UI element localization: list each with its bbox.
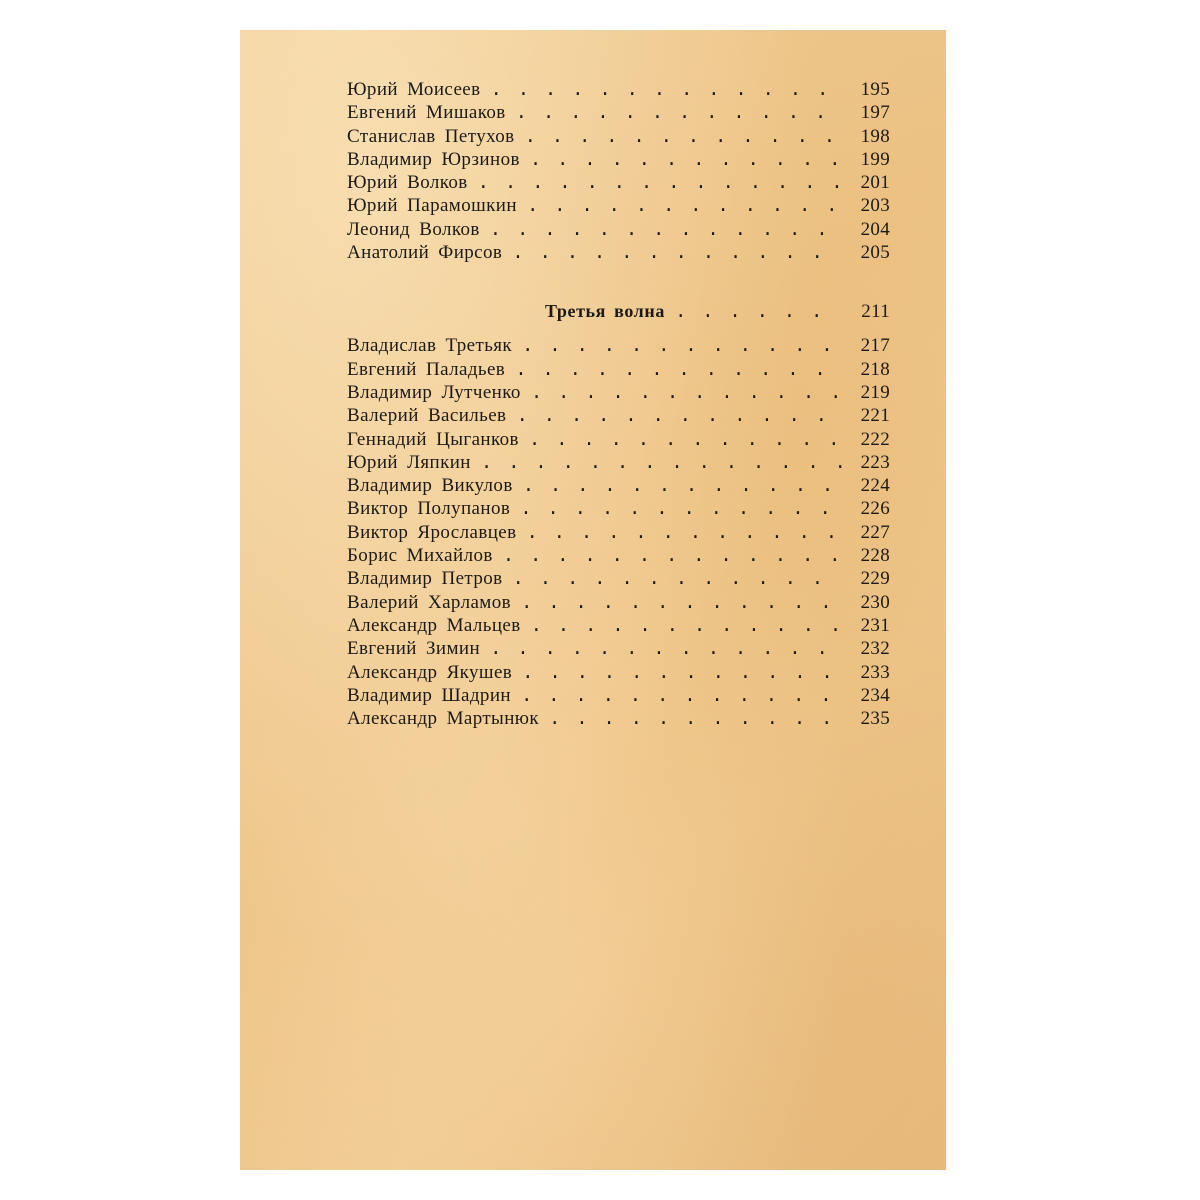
dot-leader	[481, 452, 842, 475]
dot-leader	[520, 498, 842, 521]
dot-leader	[491, 79, 842, 102]
dot-leader	[515, 359, 842, 382]
entry-name: Евгений Зимин	[347, 638, 481, 660]
toc-entry	[347, 567, 890, 590]
entry-page: 199	[860, 148, 890, 170]
dot-leader	[529, 429, 842, 452]
dot-leader	[490, 219, 842, 242]
entry-page: 222	[860, 428, 890, 450]
dot-leader	[525, 126, 842, 149]
toc-entry	[347, 194, 890, 217]
dot-leader	[526, 522, 842, 545]
dot-leader	[521, 685, 842, 708]
entry-page: 221	[860, 405, 890, 427]
entry-page: 204	[860, 218, 890, 240]
dot-leader	[478, 172, 842, 195]
toc-entry	[347, 544, 890, 567]
entry-name: Владимир Шадрин	[347, 684, 511, 706]
section-title: Третья волна	[545, 301, 665, 322]
entry-page: 218	[860, 358, 890, 380]
toc-entry	[347, 125, 890, 148]
entry-name: Владимир Юрзинов	[347, 148, 520, 170]
toc-entry	[347, 474, 890, 497]
toc-entry	[347, 451, 890, 474]
entry-page: 197	[860, 102, 890, 124]
entry-name: Владимир Петров	[347, 568, 503, 590]
entry-name: Анатолий Фирсов	[347, 242, 503, 264]
dot-leader	[522, 662, 842, 685]
entry-page: 198	[860, 125, 890, 147]
toc-entry	[347, 241, 890, 264]
entry-page: 201	[860, 172, 890, 194]
entry-page: 231	[860, 614, 890, 636]
toc-entry	[347, 101, 890, 124]
entry-name: Евгений Мишаков	[347, 102, 506, 124]
book-page	[240, 30, 946, 1170]
entry-page: 233	[860, 661, 890, 683]
entry-page: 230	[860, 591, 890, 613]
entry-name: Евгений Паладьев	[347, 358, 506, 380]
toc-entry	[347, 334, 890, 357]
entry-name: Владислав Третьяк	[347, 335, 513, 357]
entry-page: 224	[860, 475, 890, 497]
toc-entry	[347, 661, 890, 684]
dot-leader	[522, 335, 842, 358]
toc-entry	[347, 148, 890, 171]
toc-entry	[347, 497, 890, 520]
entry-name: Юрий Парамошкин	[347, 195, 517, 217]
entry-name: Валерий Харламов	[347, 591, 511, 613]
first-entry-list	[347, 78, 890, 264]
entry-page: 223	[860, 451, 890, 473]
dot-leader	[531, 615, 842, 638]
entry-page: 232	[860, 638, 890, 660]
entry-page: 234	[860, 684, 890, 706]
toc-entry	[347, 521, 890, 544]
dot-leader	[516, 102, 842, 125]
entry-page: 195	[860, 79, 890, 100]
dot-leader	[527, 195, 842, 218]
entry-name: Юрий Волков	[347, 172, 468, 194]
toc-entry	[347, 614, 890, 637]
entry-page: 226	[860, 498, 890, 520]
dot-leader	[523, 475, 842, 498]
dot-leader	[490, 638, 842, 661]
toc-entry	[347, 404, 890, 427]
entry-name: Александр Мальцев	[347, 614, 521, 636]
entry-name: Юрий Ляпкин	[347, 451, 471, 473]
entry-page: 219	[860, 381, 890, 403]
entry-name: Валерий Васильев	[347, 405, 507, 427]
entry-page: 217	[860, 335, 890, 357]
entry-name: Виктор Ярославцев	[347, 521, 517, 543]
section-spacer	[347, 264, 890, 298]
entry-name: Геннадий Цыганков	[347, 428, 519, 450]
entry-name: Владимир Лутченко	[347, 381, 521, 403]
section-heading-row	[347, 298, 890, 324]
entry-name: Станислав Петухов	[347, 125, 515, 147]
dot-leader	[503, 545, 842, 568]
entry-page: 235	[860, 708, 890, 730]
entry-name: Юрий Моисеев	[347, 79, 481, 100]
second-entry-list	[347, 334, 890, 730]
entry-name: Борис Михайлов	[347, 545, 493, 567]
entry-name: Александр Мартынюк	[347, 708, 540, 730]
entry-page: 227	[860, 521, 890, 543]
entry-name: Владимир Викулов	[347, 475, 513, 497]
toc-entry	[347, 637, 890, 660]
toc-entry	[347, 171, 890, 194]
dot-leader	[530, 149, 842, 172]
dot-leader	[516, 405, 842, 428]
entry-page: 203	[860, 195, 890, 217]
dot-leader	[513, 568, 842, 591]
toc-entry	[347, 218, 890, 241]
section-spacer	[347, 324, 890, 334]
entry-page: 205	[860, 242, 890, 264]
dot-leader	[531, 382, 842, 405]
entry-name: Александр Якушев	[347, 661, 513, 683]
dot-leader	[521, 592, 842, 615]
entry-name: Виктор Полупанов	[347, 498, 511, 520]
toc-entry	[347, 591, 890, 614]
toc-entry	[347, 358, 890, 381]
entry-page: 229	[860, 568, 890, 590]
toc-entry	[347, 78, 890, 101]
dot-leader	[549, 708, 842, 731]
entry-name: Леонид Волков	[347, 218, 480, 240]
toc-entry	[347, 428, 890, 451]
dot-leader	[512, 242, 842, 265]
section-page: 211	[861, 301, 890, 323]
toc-entry	[347, 684, 890, 707]
toc-entry	[347, 707, 890, 730]
toc-entry	[347, 381, 890, 404]
dot-leader	[675, 299, 842, 325]
entry-page: 228	[860, 545, 890, 567]
table-of-contents	[347, 78, 890, 730]
